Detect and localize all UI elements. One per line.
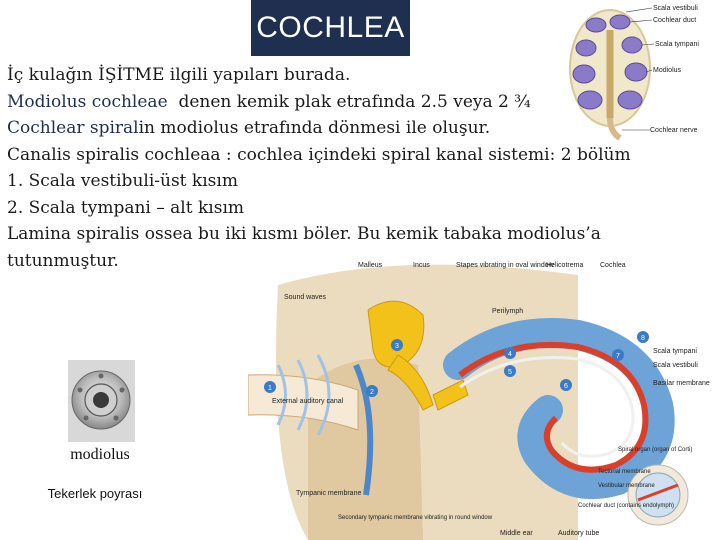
label-perilymph: Perilymph bbox=[492, 308, 524, 315]
cochlea-section-image bbox=[560, 0, 720, 140]
term-cochlear-spiral: Cochlear spiral bbox=[7, 118, 139, 138]
label-stapes: Stapes vibrating in oval window bbox=[456, 262, 554, 269]
marker-7: 7 bbox=[616, 353, 620, 360]
marker-3: 3 bbox=[395, 343, 399, 350]
thumb-label-modiolus: Modiolus bbox=[653, 67, 682, 74]
line-4: Canalis spiralis cochleaa : cochlea içindeki spiral kanal sistemi: 2 bölüm bbox=[7, 144, 631, 165]
label-malleus: Malleus bbox=[358, 262, 383, 269]
marker-5: 5 bbox=[508, 369, 512, 376]
line-1: İç kulağın İŞİTME ilgili yapıları burada. bbox=[7, 65, 351, 85]
thumb-label-scala-vestibuli: Scala vestibuli bbox=[653, 5, 698, 12]
marker-1: 1 bbox=[268, 385, 272, 392]
label-cochlea: Cochlea bbox=[600, 262, 626, 269]
line-2 bbox=[7, 89, 647, 116]
line-8: tutunmuştur. bbox=[7, 250, 119, 271]
label-cochlear-duct: Cochlear duct (contains endolymph) bbox=[578, 503, 675, 509]
label-middle-ear: Middle ear bbox=[500, 530, 533, 537]
thumb-label-cochlear-duct: Cochlear duct bbox=[653, 17, 697, 24]
label-tectorial: Tectorial membrane bbox=[598, 469, 651, 475]
term-modiolus-cochleae: Modiolus cochleae bbox=[7, 91, 168, 112]
slide-title: COCHLEA bbox=[251, 0, 410, 56]
label-scala-vestibuli: Scala vestibuli bbox=[653, 362, 698, 369]
caption-wheel-hub: Tekerlek poyrası bbox=[47, 486, 143, 501]
label-auditory-tube: Auditory tube bbox=[558, 530, 600, 537]
label-spiral-organ: Spiral organ (organ of Corti) bbox=[618, 447, 693, 453]
marker-8: 8 bbox=[641, 335, 645, 342]
label-external-canal: External auditory canal bbox=[272, 398, 344, 405]
caption-modiolus: modiolus bbox=[70, 446, 130, 463]
line-3-rest: in modiolus etrafında dönmesi ile oluşur. bbox=[138, 118, 491, 138]
label-incus: Incus bbox=[413, 262, 430, 269]
label-secondary: Secondary tympanic membrane vibrating in round window bbox=[338, 515, 493, 521]
marker-6: 6 bbox=[564, 383, 568, 390]
label-helicotrema: Helicotrema bbox=[546, 262, 584, 269]
line-5: 1. Scala vestibuli-üst kısım bbox=[7, 171, 238, 191]
line-6: 2. Scala tympani – alt kısım bbox=[7, 197, 244, 218]
label-scala-tympani: Scala tympani bbox=[653, 348, 697, 355]
thumb-label-cochlear-nerve: Cochlear nerve bbox=[650, 127, 698, 134]
label-sound-waves: Sound waves bbox=[284, 294, 327, 301]
body-text bbox=[7, 62, 647, 274]
label-basilar: Basilar membrane bbox=[653, 380, 710, 387]
line-7: Lamina spiralis ossea bu iki kısmı böler. Bu kemik tabaka modiolus’a bbox=[7, 224, 601, 244]
label-tympanic: Tympanic membrane bbox=[296, 490, 362, 497]
marker-4: 4 bbox=[508, 351, 512, 358]
wheel-hub-image bbox=[68, 360, 135, 442]
line-3 bbox=[7, 115, 647, 142]
marker-2: 2 bbox=[370, 389, 374, 396]
line-2-rest: denen kemik plak etrafında 2.5 veya 2 ¾ bbox=[178, 91, 531, 112]
label-vestibular: Vestibular membrane bbox=[598, 483, 655, 489]
ear-anatomy-diagram bbox=[248, 255, 720, 540]
thumb-label-scala-tympani: Scala tympani bbox=[655, 41, 699, 48]
